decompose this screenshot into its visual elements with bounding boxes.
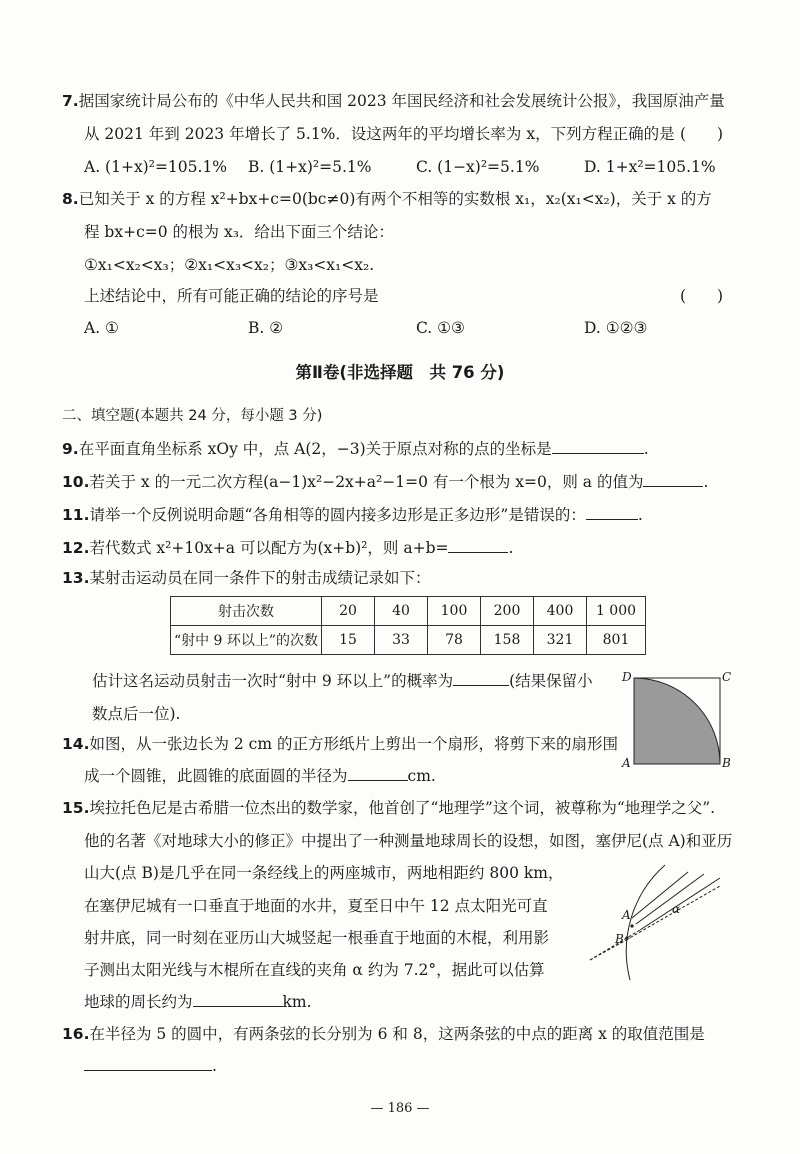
q15-line4: 在塞伊尼城有一口垂直于地面的水井，夏至日中午 12 点太阳光可直 — [84, 897, 548, 915]
table-cell: 100 — [428, 597, 481, 626]
q7-line2: 从 2021 年到 2023 年增长了 5.1%．设这两年的平均增长率为 x，下列方程正确的是 — [84, 125, 675, 143]
q11-text: 请举一个反例说明命题“各角相等的圆内接多边形是正多边形”是错误的： — [89, 506, 586, 524]
q8-text-1: 已知关于 x 的方程 x²+bx+c=0(bc≠0)有两个不相等的实数根 x₁，x₂(x₁<x₂)，关于 x 的方 — [78, 190, 712, 208]
table-header-cell: 射击次数 — [171, 597, 322, 626]
q10-end: . — [703, 473, 709, 491]
q13-line2 — [92, 670, 593, 692]
q7-option-b: B. (1+x)²=5.1% — [248, 158, 372, 176]
q12-text: 若代数式 x²+10x+a 可以配方为(x+b)²，则 a+b= — [89, 539, 449, 557]
q15-line5: 射井底，同一时刻在亚历山大城竖起一根垂直于地面的木棍，利用影 — [84, 929, 550, 947]
q12 — [62, 537, 513, 559]
section-title: 第Ⅱ卷(非选择题 共 76 分) — [295, 363, 505, 382]
q10-answer-blank[interactable] — [643, 472, 703, 487]
table-cell: 1 000 — [587, 597, 646, 626]
q15-figure — [570, 860, 730, 990]
q13-score-table — [170, 596, 646, 655]
q15-answer-blank[interactable] — [193, 992, 283, 1007]
table-cell: 78 — [428, 626, 481, 655]
q15-line3: 山大(点 B)是几乎在同一条经线上的两座城市，两地相距约 800 km， — [84, 864, 564, 882]
q15-text-7b: km. — [282, 993, 312, 1011]
q14-sector — [634, 678, 720, 764]
table-cell: 33 — [375, 626, 428, 655]
q14-number: 14. — [62, 735, 90, 753]
q16-number: 16. — [62, 1025, 90, 1043]
table-header-cell: “射中 9 环以上”的次数 — [171, 626, 322, 655]
earth-arc — [626, 865, 665, 980]
q14-label-a: A — [622, 756, 631, 770]
table-cell: 40 — [375, 597, 428, 626]
q9-number: 9. — [62, 440, 79, 458]
sun-ray — [636, 874, 704, 924]
q12-end: . — [508, 539, 514, 557]
q8-answer-paren: ( ) — [680, 287, 724, 305]
q7-number: 7. — [62, 92, 79, 110]
q11-answer-blank[interactable] — [586, 505, 638, 520]
q13-text-2b: (结果保留小 — [509, 672, 593, 690]
q14-text-2b: cm. — [407, 767, 436, 785]
q16-text-1: 在半径为 5 的圆中，有两条弦的长分别为 6 和 8，这两条弦的中点的距离 x 的取值范围是 — [89, 1025, 705, 1043]
q11-end: . — [637, 506, 643, 524]
q15-label-alpha: α — [672, 902, 681, 916]
table-cell: 321 — [534, 626, 587, 655]
q7-option-c: C. (1−x)²=5.1% — [416, 158, 540, 176]
q8-line1 — [62, 188, 712, 210]
table-cell: 15 — [322, 626, 375, 655]
q15-label-a: A — [622, 908, 631, 922]
q7-line1 — [62, 90, 725, 112]
q14-text-2a: 成一个圆锥，此圆锥的底面圆的半径为 — [84, 767, 348, 785]
page-number: — 186 — — [370, 1101, 430, 1116]
q10-number: 10. — [62, 473, 90, 491]
q9-text: 在平面直角坐标系 xOy 中，点 A(2，−3)关于原点对称的点的坐标是 — [78, 440, 552, 458]
q10 — [62, 471, 708, 493]
q13-text-2a: 估计这名运动员射击一次时“射中 9 环以上”的概率为 — [92, 672, 454, 690]
q13-number: 13. — [62, 569, 90, 587]
q14-label-c: C — [722, 670, 732, 684]
q14-figure — [620, 670, 740, 770]
q7-option-a: A. (1+x)²=105.1% — [84, 158, 228, 176]
q15-line7 — [84, 991, 312, 1013]
q9-end: . — [643, 440, 649, 458]
table-row — [171, 597, 646, 626]
table-cell: 158 — [481, 626, 534, 655]
q13-text: 某射击运动员在同一条件下的射击成绩记录如下： — [89, 569, 431, 587]
q15-line1 — [62, 797, 715, 819]
q13-line3: 数点后一位). — [92, 705, 181, 723]
table-cell: 801 — [587, 626, 646, 655]
q16-answer-blank[interactable] — [84, 1056, 212, 1071]
table-cell: 400 — [534, 597, 587, 626]
q8-line2: 程 bx+c=0 的根为 x₃．给出下面三个结论： — [84, 223, 394, 241]
part2-heading: 二、填空题(本题共 24 分，每小题 3 分) — [62, 408, 323, 424]
table-row — [171, 626, 646, 655]
q15-label-b: B — [615, 932, 624, 946]
q15-text-7a: 地球的周长约为 — [84, 993, 193, 1011]
q15-text-1: 埃拉托色尼是古希腊一位杰出的数学家，他首创了“地理学”这个词，被尊称为“地理学之父”. — [89, 799, 716, 817]
q7-option-d: D. 1+x²=105.1% — [584, 158, 716, 176]
q15-line2: 他的名著《对地球大小的修正》中提出了一种测量地球周长的设想，如图，塞伊尼(点 A)和亚历 — [84, 832, 733, 850]
q14-label-d: D — [622, 670, 632, 684]
q14-line1 — [62, 733, 618, 755]
q8-number: 8. — [62, 190, 79, 208]
q16-end: . — [212, 1057, 217, 1075]
q16-line2 — [84, 1055, 217, 1077]
point-b — [625, 936, 628, 939]
q16-line1 — [62, 1023, 705, 1045]
q7-answer-paren: ( ) — [680, 125, 724, 143]
q8-conclusions: ①x₁<x₂<x₃；②x₁<x₃<x₂；③x₃<x₁<x₂. — [84, 256, 375, 274]
q8-option-b: B. ② — [248, 319, 284, 337]
q9-answer-blank[interactable] — [552, 439, 644, 454]
q14-line2 — [84, 765, 436, 787]
q12-number: 12. — [62, 539, 90, 557]
q7-text-1: 据国家统计局公布的《中华人民共和国 2023 年国民经济和社会发展统计公报》，我国原油产量 — [78, 92, 725, 110]
q14-label-b: B — [722, 756, 731, 770]
q8-line4: 上述结论中，所有可能正确的结论的序号是 — [84, 287, 379, 305]
q14-text-1: 如图，从一张边长为 2 cm 的正方形纸片上剪出一个扇形，将剪下来的扇形围 — [89, 735, 618, 753]
q10-text: 若关于 x 的一元二次方程(a−1)x²−2x+a²−1=0 有一个根为 x=0，则 a 的值为 — [89, 473, 644, 491]
table-cell: 20 — [322, 597, 375, 626]
table-cell: 200 — [481, 597, 534, 626]
q8-option-a: A. ① — [84, 319, 119, 337]
q13-answer-blank[interactable] — [453, 671, 509, 686]
q12-answer-blank[interactable] — [448, 538, 508, 553]
q8-option-c: C. ①③ — [416, 319, 465, 337]
earth-radius-line — [590, 938, 630, 960]
q9 — [62, 438, 649, 460]
q11-number: 11. — [62, 506, 90, 524]
q11 — [62, 504, 643, 526]
point-a — [630, 924, 633, 927]
q15-line6: 子测出太阳光线与木棍所在直线的夹角 α 约为 7.2°，据此可以估算 — [84, 961, 545, 979]
q8-option-d: D. ①②③ — [584, 319, 648, 337]
q15-number: 15. — [62, 799, 90, 817]
q14-answer-blank[interactable] — [348, 766, 408, 781]
q13 — [62, 567, 430, 589]
